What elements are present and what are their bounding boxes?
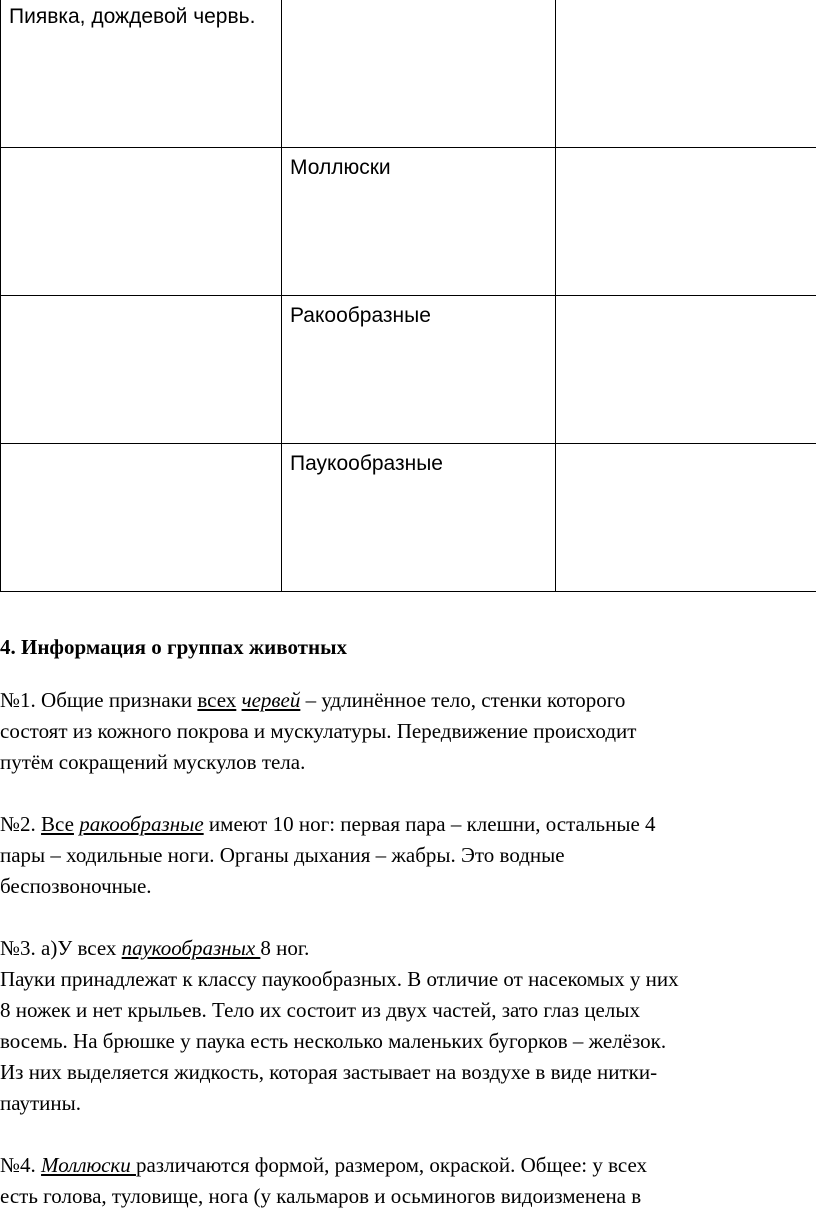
table-cell: [1, 148, 282, 296]
table-cell: [556, 296, 816, 444]
table-cell: [282, 444, 556, 592]
table-cell: [1, 0, 282, 148]
table-row: [1, 148, 816, 296]
cell-text: Паукообразные: [290, 452, 443, 475]
table-cell: [282, 0, 556, 148]
table-row: [1, 296, 816, 444]
table-cell: [556, 148, 816, 296]
paragraph-3: №3. а)У всех паукообразных 8 ног. Пауки принадлежат к классу паукообразных. В отличие от насекомых у них 8 ножек и нет крыльев. Тело их состоит из двух частей, зато глаз целых восемь. На брюшке у паука есть несколько маленьких бугорков – желёзок. Из них выделяется жидкость, которая застывает на воздухе в виде нитки- паутины.: [0, 933, 816, 1119]
table-cell: [282, 148, 556, 296]
cell-text: Пиявка, дождевой червь.: [9, 5, 255, 28]
paragraph-1: №1. Общие признаки всех червей – удлинённое тело, стенки которого состоят из кожного покрова и мускулатуры. Передвижение происходит путём сокращений мускулов тела.: [0, 685, 816, 778]
table-row: [1, 444, 816, 592]
cell-text: Моллюски: [290, 156, 391, 179]
paragraph-4: №4. Моллюски различаются формой, размером, окраской. Общее: у всех есть голова, туловище, нога (у кальмаров и осьминогов видоизменена в: [0, 1150, 816, 1212]
table-cell: [556, 0, 816, 148]
table-cell: [282, 296, 556, 444]
table-row: [1, 0, 816, 148]
table-cell: [1, 296, 282, 444]
animal-info-section: [0, 632, 816, 1212]
paragraph-2: №2. Все ракообразные имеют 10 ног: первая пара – клешни, остальные 4 пары – ходильные ноги. Органы дыхания – жабры. Это водные беспозвоночные.: [0, 809, 816, 902]
section-heading: 4. Информация о группах животных: [0, 632, 816, 663]
table-cell: [556, 444, 816, 592]
table-cell: [1, 444, 282, 592]
cell-text: Ракообразные: [290, 304, 431, 327]
animal-groups-table: [0, 0, 816, 592]
